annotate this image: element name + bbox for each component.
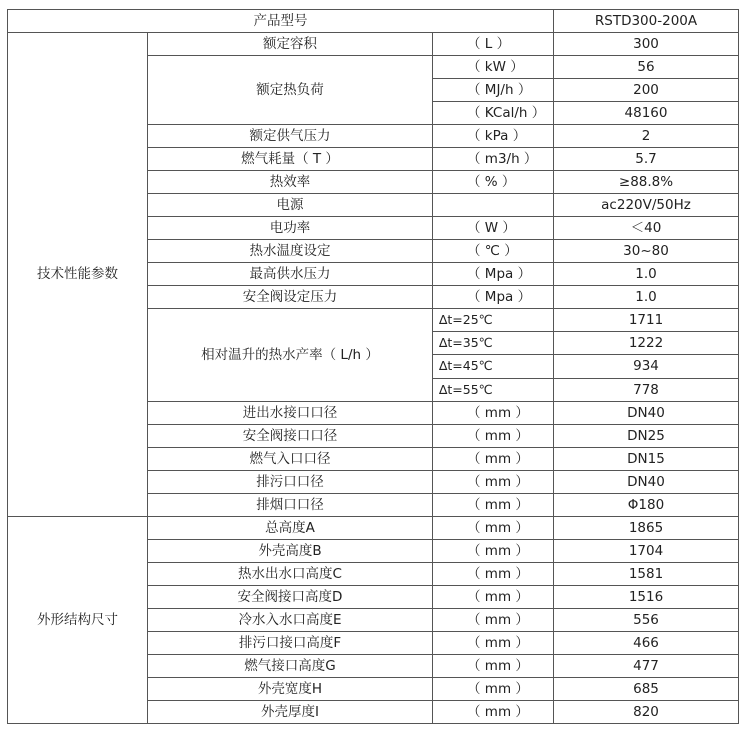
param-unit: （ mm ） [433,516,554,539]
param-name: 燃气接口高度G [148,654,433,677]
param-name: 最高供水压力 [148,263,433,286]
param-value: ≥88.8% [554,171,739,194]
param-value: ＜40 [554,217,739,240]
param-unit: （ mm ） [433,677,554,700]
param-value: Φ180 [554,493,739,516]
param-name: 安全阀设定压力 [148,286,433,309]
param-name: 外壳宽度H [148,677,433,700]
param-value: 2 [554,125,739,148]
param-name: 燃气入口口径 [148,447,433,470]
param-value: 934 [554,355,739,378]
param-name: 冷水入水口高度E [148,608,433,631]
param-unit: ∆t=35℃ [433,332,554,355]
param-name: 电功率 [148,217,433,240]
param-value: 1865 [554,516,739,539]
param-unit [433,194,554,217]
param-value: DN40 [554,470,739,493]
param-unit: （ mm ） [433,631,554,654]
param-value: 300 [554,33,739,56]
param-unit: （ mm ） [433,424,554,447]
param-unit: （ mm ） [433,470,554,493]
param-unit: （ % ） [433,171,554,194]
param-name: 外壳高度B [148,539,433,562]
param-unit: （ mm ） [433,493,554,516]
param-value: DN25 [554,424,739,447]
param-value: 477 [554,654,739,677]
param-unit: （ mm ） [433,539,554,562]
param-value: 820 [554,700,739,723]
param-value: 200 [554,79,739,102]
param-name: 燃气耗量（ T ） [148,148,433,171]
param-value: 556 [554,608,739,631]
param-unit: （ mm ） [433,401,554,424]
param-value: 1.0 [554,286,739,309]
param-unit: （ mm ） [433,562,554,585]
param-name: 额定供气压力 [148,125,433,148]
param-value: 56 [554,56,739,79]
param-name: 额定热负荷 [148,56,433,125]
param-unit: （ MJ/h ） [433,79,554,102]
section-title: 外形结构尺寸 [8,516,148,723]
param-unit: （ mm ） [433,700,554,723]
param-value: 1516 [554,585,739,608]
param-value: 48160 [554,102,739,125]
spec-row [8,516,739,539]
param-unit: ∆t=45℃ [433,355,554,378]
param-unit: （ L ） [433,33,554,56]
param-name: 总高度A [148,516,433,539]
param-unit: （ mm ） [433,585,554,608]
param-unit: ∆t=25℃ [433,309,554,332]
param-unit: （ Mpa ） [433,263,554,286]
param-value: 1.0 [554,263,739,286]
param-value: 685 [554,677,739,700]
param-name: 安全阀接口高度D [148,585,433,608]
param-unit: （ mm ） [433,654,554,677]
param-name: 热水温度设定 [148,240,433,263]
param-unit: （ Mpa ） [433,286,554,309]
param-name: 相对温升的热水产率（ L/h ） [148,309,433,401]
param-unit: （ kPa ） [433,125,554,148]
param-unit: （ m3/h ） [433,148,554,171]
spec-row [8,33,739,56]
param-name: 进出水接口口径 [148,401,433,424]
param-name: 额定容积 [148,33,433,56]
param-unit: （ ℃ ） [433,240,554,263]
model-value: RSTD300-200A [554,10,739,33]
model-label: 产品型号 [8,10,554,33]
param-name: 热效率 [148,171,433,194]
param-name: 排污口接口高度F [148,631,433,654]
param-value: 1581 [554,562,739,585]
param-unit: （ W ） [433,217,554,240]
param-unit: （ mm ） [433,608,554,631]
param-value: DN40 [554,401,739,424]
param-unit: （ kW ） [433,56,554,79]
param-value: DN15 [554,447,739,470]
param-name: 安全阀接口口径 [148,424,433,447]
param-unit: ∆t=55℃ [433,378,554,401]
spec-table-body [8,10,739,724]
section-title: 技术性能参数 [8,33,148,517]
param-value: 778 [554,378,739,401]
param-value: 1711 [554,309,739,332]
param-value: ac220V/50Hz [554,194,739,217]
param-unit: （ mm ） [433,447,554,470]
spec-table [7,9,739,724]
param-name: 电源 [148,194,433,217]
param-name: 热水出水口高度C [148,562,433,585]
param-value: 466 [554,631,739,654]
param-value: 1222 [554,332,739,355]
param-unit: （ KCal/h ） [433,102,554,125]
param-value: 30~80 [554,240,739,263]
header-row [8,10,739,33]
param-value: 5.7 [554,148,739,171]
param-name: 排污口口径 [148,470,433,493]
param-value: 1704 [554,539,739,562]
param-name: 外壳厚度I [148,700,433,723]
param-name: 排烟口口径 [148,493,433,516]
